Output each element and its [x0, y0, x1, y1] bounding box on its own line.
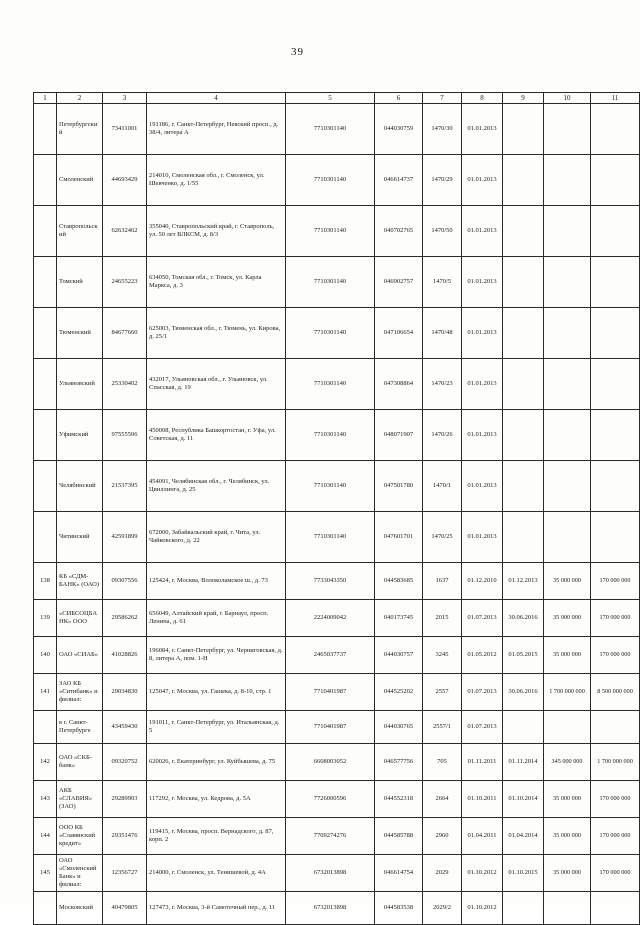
cell-date2: [503, 461, 544, 512]
cell-inn: 6608003052: [286, 744, 375, 781]
cell-amount2: 8 500 000 000: [591, 674, 640, 711]
cell-name: ЗАО КБ «Ситибанк» и филиал:: [57, 674, 103, 711]
cell-bik: 040702765: [375, 206, 423, 257]
cell-date1: 01.07.2013: [462, 600, 503, 637]
cell-bik: 044585788: [375, 818, 423, 855]
column-header: 4: [147, 93, 286, 104]
cell-name: в г. Санкт-Петербурге: [57, 711, 103, 744]
cell-date2: [503, 308, 544, 359]
cell-okpo: 29289903: [103, 781, 147, 818]
cell-num: [34, 206, 57, 257]
cell-date1: 01.10.2012: [462, 855, 503, 892]
table-row: [34, 637, 640, 674]
cell-reg: 3245: [423, 637, 462, 674]
cell-reg: 1470/1: [423, 461, 462, 512]
table-row: [34, 410, 640, 461]
cell-date2: [503, 359, 544, 410]
cell-name: ООО КБ «Славянский кредит»: [57, 818, 103, 855]
cell-bik: 040173745: [375, 600, 423, 637]
cell-num: 140: [34, 637, 57, 674]
cell-date2: [503, 410, 544, 461]
cell-date1: 01.04.2011: [462, 818, 503, 855]
cell-amount2: [591, 206, 640, 257]
cell-name: «СИБСОЦБАНК» ООО: [57, 600, 103, 637]
cell-date2: [503, 711, 544, 744]
cell-amount1: [544, 461, 591, 512]
cell-amount2: 170 000 000: [591, 781, 640, 818]
cell-num: [34, 711, 57, 744]
cell-num: 144: [34, 818, 57, 855]
table-row: [34, 104, 640, 155]
cell-name: ОАО «СИАБ»: [57, 637, 103, 674]
cell-okpo: 29351476: [103, 818, 147, 855]
cell-date2: 01.12.2013: [503, 563, 544, 600]
table-row: [34, 744, 640, 781]
column-header: 1: [34, 93, 57, 104]
cell-reg: 1470/29: [423, 155, 462, 206]
cell-amount1: [544, 104, 591, 155]
cell-amount2: 170 000 000: [591, 563, 640, 600]
cell-inn: 7710301140: [286, 461, 375, 512]
cell-date1: 01.01.2013: [462, 461, 503, 512]
table-row: [34, 674, 640, 711]
cell-reg: 1470/23: [423, 359, 462, 410]
branch-sub-row: [34, 892, 640, 925]
column-header: 3: [103, 93, 147, 104]
cell-address: 656049, Алтайский край, г. Барнаул, просп. Ленина, д. 61: [147, 600, 286, 637]
cell-num: 138: [34, 563, 57, 600]
cell-okpo: 21537395: [103, 461, 147, 512]
table-row: [34, 563, 640, 600]
cell-inn: 6732013898: [286, 855, 375, 892]
cell-inn: 7710301140: [286, 104, 375, 155]
credit-organizations-table: [33, 92, 640, 925]
cell-amount1: 35 000 000: [544, 855, 591, 892]
table-row: [34, 155, 640, 206]
cell-date1: 01.01.2013: [462, 410, 503, 461]
cell-okpo: 09320752: [103, 744, 147, 781]
cell-address: 214000, г. Смоленск, ул. Тенишевой, д. 4А: [147, 855, 286, 892]
cell-amount2: [591, 104, 640, 155]
cell-date2: 01.04.2014: [503, 818, 544, 855]
cell-date2: 01.11.2014: [503, 744, 544, 781]
cell-amount2: [591, 711, 640, 744]
branch-sub-row: [34, 711, 640, 744]
table-row: [34, 359, 640, 410]
cell-address: 625003, Тюменская обл., г. Тюмень, ул. Кирова, д. 25/1: [147, 308, 286, 359]
table-row: [34, 512, 640, 563]
cell-amount1: 35 000 000: [544, 818, 591, 855]
table-row: [34, 257, 640, 308]
cell-name: Ставропольский: [57, 206, 103, 257]
cell-amount2: 170 000 000: [591, 855, 640, 892]
cell-address: 214010, Смоленская обл., г. Смоленск, ул. Шевченко, д. 1/55: [147, 155, 286, 206]
table-body: [34, 104, 640, 925]
cell-amount2: [591, 308, 640, 359]
table-row: [34, 818, 640, 855]
page-number: 39: [291, 46, 304, 58]
cell-inn: 2224009042: [286, 600, 375, 637]
cell-amount1: [544, 711, 591, 744]
table-row: [34, 308, 640, 359]
cell-reg: 1470/50: [423, 206, 462, 257]
cell-date2: [503, 892, 544, 925]
cell-address: 672000, Забайкальский край, г. Чита, ул. Чайковского, д. 22: [147, 512, 286, 563]
cell-bik: 047308864: [375, 359, 423, 410]
cell-date1: 01.11.2011: [462, 744, 503, 781]
cell-num: [34, 892, 57, 925]
cell-reg: 1470/5: [423, 257, 462, 308]
cell-bik: 044030759: [375, 104, 423, 155]
cell-amount2: [591, 461, 640, 512]
cell-reg: 1637: [423, 563, 462, 600]
cell-num: [34, 308, 57, 359]
cell-date2: 01.10.2015: [503, 855, 544, 892]
column-header: 5: [286, 93, 375, 104]
table-row: [34, 781, 640, 818]
cell-reg: 2960: [423, 818, 462, 855]
cell-okpo: 41028826: [103, 637, 147, 674]
cell-date1: 01.01.2013: [462, 104, 503, 155]
cell-amount1: [544, 892, 591, 925]
cell-address: 620026, г. Екатеринбург, ул. Куйбышева, д. 75: [147, 744, 286, 781]
cell-okpo: 97555506: [103, 410, 147, 461]
cell-date2: [503, 155, 544, 206]
cell-address: 432017, Ульяновская обл., г. Ульяновск, ул. Спасская, д. 19: [147, 359, 286, 410]
cell-reg: 1470/48: [423, 308, 462, 359]
cell-num: [34, 155, 57, 206]
cell-name: Ульяновский: [57, 359, 103, 410]
cell-inn: 7710301140: [286, 359, 375, 410]
cell-okpo: 73411001: [103, 104, 147, 155]
cell-date1: 01.01.2013: [462, 308, 503, 359]
cell-amount1: [544, 359, 591, 410]
cell-name: ОАО «Смоленский Банк» и филиал:: [57, 855, 103, 892]
cell-amount1: 345 000 000: [544, 744, 591, 781]
cell-date1: 01.05.2012: [462, 637, 503, 674]
cell-address: 127473, г. Москва, 3-й Самотечный пер., д. 11: [147, 892, 286, 925]
cell-date2: 30.06.2016: [503, 600, 544, 637]
table-header: [34, 93, 640, 104]
cell-bik: 047501780: [375, 461, 423, 512]
cell-address: 450008, Республика Башкортостан, г. Уфа, ул. Советская, д. 11: [147, 410, 286, 461]
cell-num: [34, 410, 57, 461]
cell-amount1: 1 700 000 000: [544, 674, 591, 711]
column-header: 8: [462, 93, 503, 104]
cell-amount1: 35 000 000: [544, 563, 591, 600]
cell-bik: 044525202: [375, 674, 423, 711]
cell-name: Челябинский: [57, 461, 103, 512]
cell-date1: 01.01.2013: [462, 206, 503, 257]
cell-okpo: 44693429: [103, 155, 147, 206]
cell-inn: 7710401987: [286, 674, 375, 711]
cell-bik: 044030757: [375, 637, 423, 674]
cell-date2: 01.05.2015: [503, 637, 544, 674]
cell-okpo: 43459430: [103, 711, 147, 744]
cell-address: 454091, Челябинская обл., г. Челябинск, ул. Цвиллинга, д. 25: [147, 461, 286, 512]
cell-num: [34, 257, 57, 308]
cell-amount1: [544, 410, 591, 461]
cell-okpo: 29586262: [103, 600, 147, 637]
column-header: 6: [375, 93, 423, 104]
cell-reg: 2029: [423, 855, 462, 892]
cell-num: [34, 512, 57, 563]
cell-reg: 1470/26: [423, 410, 462, 461]
cell-amount1: 35 000 000: [544, 781, 591, 818]
cell-amount2: [591, 410, 640, 461]
cell-amount1: 35 000 000: [544, 637, 591, 674]
cell-date1: 01.10.2011: [462, 781, 503, 818]
cell-bik: 047106654: [375, 308, 423, 359]
cell-date2: [503, 257, 544, 308]
cell-bik: 046614737: [375, 155, 423, 206]
cell-name: ОАО «СКБ-банк»: [57, 744, 103, 781]
cell-reg: 1470/30: [423, 104, 462, 155]
cell-reg: 2557: [423, 674, 462, 711]
cell-num: 141: [34, 674, 57, 711]
cell-bik: 046614754: [375, 855, 423, 892]
cell-okpo: 24655223: [103, 257, 147, 308]
cell-name: АКБ «СЛАВИЯ» (ЗАО): [57, 781, 103, 818]
cell-reg: 2029/2: [423, 892, 462, 925]
cell-bik: 046577756: [375, 744, 423, 781]
cell-amount2: [591, 359, 640, 410]
cell-amount1: [544, 206, 591, 257]
cell-address: 125424, г. Москва, Волоколамское ш., д. 73: [147, 563, 286, 600]
cell-inn: 7710301140: [286, 257, 375, 308]
cell-address: 196084, г. Санкт-Петербург, ул. Черниговская, д. 8, литера А, пом. 1-Н: [147, 637, 286, 674]
cell-name: КБ «СДМ-БАНК» (ОАО): [57, 563, 103, 600]
table-row: [34, 206, 640, 257]
cell-amount2: [591, 512, 640, 563]
cell-date1: 01.07.2013: [462, 711, 503, 744]
cell-amount2: 170 000 000: [591, 600, 640, 637]
cell-bik: 046902757: [375, 257, 423, 308]
cell-okpo: 42591899: [103, 512, 147, 563]
cell-num: [34, 461, 57, 512]
cell-num: 142: [34, 744, 57, 781]
cell-name: Петербургский: [57, 104, 103, 155]
cell-date2: [503, 104, 544, 155]
cell-bik: 044583685: [375, 563, 423, 600]
cell-inn: 7726000596: [286, 781, 375, 818]
cell-inn: 7709274276: [286, 818, 375, 855]
cell-okpo: 25330402: [103, 359, 147, 410]
cell-inn: 2465037737: [286, 637, 375, 674]
cell-date1: 01.01.2013: [462, 359, 503, 410]
column-header: 11: [591, 93, 640, 104]
cell-num: [34, 104, 57, 155]
cell-reg: 2664: [423, 781, 462, 818]
cell-inn: 6732013898: [286, 892, 375, 925]
cell-inn: 7733043350: [286, 563, 375, 600]
cell-name: Тюменский: [57, 308, 103, 359]
table-row: [34, 855, 640, 892]
cell-okpo: 12356727: [103, 855, 147, 892]
cell-inn: 7710301140: [286, 155, 375, 206]
cell-name: Смоленский: [57, 155, 103, 206]
cell-inn: 7710301140: [286, 410, 375, 461]
cell-name: Читинский: [57, 512, 103, 563]
cell-amount2: 1 700 000 000: [591, 744, 640, 781]
cell-okpo: 84677660: [103, 308, 147, 359]
cell-address: 117292, г. Москва, ул. Кедрова, д. 5А: [147, 781, 286, 818]
cell-amount2: 170 000 000: [591, 818, 640, 855]
column-header: 9: [503, 93, 544, 104]
cell-amount1: [544, 155, 591, 206]
cell-inn: 7710301140: [286, 512, 375, 563]
cell-reg: 705: [423, 744, 462, 781]
cell-inn: 7710301140: [286, 308, 375, 359]
cell-name: Московский: [57, 892, 103, 925]
cell-date2: 01.10.2014: [503, 781, 544, 818]
table-row: [34, 461, 640, 512]
cell-amount1: [544, 308, 591, 359]
cell-address: 119415, г. Москва, просп. Вернадского, д. 87, корп. 2: [147, 818, 286, 855]
cell-address: 191011, г. Санкт-Петербург, ул. Итальянская, д. 5: [147, 711, 286, 744]
cell-num: 143: [34, 781, 57, 818]
cell-num: 145: [34, 855, 57, 892]
cell-name: Уфимский: [57, 410, 103, 461]
cell-num: [34, 359, 57, 410]
cell-date1: 01.01.2013: [462, 257, 503, 308]
cell-okpo: 40479805: [103, 892, 147, 925]
cell-reg: 1470/25: [423, 512, 462, 563]
cell-okpo: 09307556: [103, 563, 147, 600]
cell-bik: 044552318: [375, 781, 423, 818]
column-header: 2: [57, 93, 103, 104]
cell-amount2: [591, 155, 640, 206]
cell-address: 355040, Ставропольский край, г. Ставрополь, ул. 50 лет ВЛКСМ, д. 8/3: [147, 206, 286, 257]
cell-date1: 01.01.2013: [462, 155, 503, 206]
cell-amount1: [544, 512, 591, 563]
cell-address: 634050, Томская обл., г. Томск, ул. Карла Маркса, д. 3: [147, 257, 286, 308]
cell-name: Томский: [57, 257, 103, 308]
cell-bik: 044583538: [375, 892, 423, 925]
cell-address: 125047, г. Москва, ул. Гашека, д. 8-10, стр. 1: [147, 674, 286, 711]
table-row: [34, 600, 640, 637]
cell-date2: 30.06.2016: [503, 674, 544, 711]
cell-date2: [503, 512, 544, 563]
cell-okpo: 29034830: [103, 674, 147, 711]
cell-reg: 2557/1: [423, 711, 462, 744]
column-numbers-row: [34, 93, 640, 104]
cell-amount2: [591, 892, 640, 925]
cell-date1: 01.10.2012: [462, 892, 503, 925]
cell-date1: 01.12.2010: [462, 563, 503, 600]
cell-date2: [503, 206, 544, 257]
cell-inn: 7710301140: [286, 206, 375, 257]
cell-amount2: [591, 257, 640, 308]
cell-amount1: 35 000 000: [544, 600, 591, 637]
cell-address: 191186, г. Санкт-Петербург, Невский просп., д. 38/4, литера А: [147, 104, 286, 155]
cell-amount2: 170 000 000: [591, 637, 640, 674]
cell-reg: 2015: [423, 600, 462, 637]
cell-inn: 7710401987: [286, 711, 375, 744]
cell-num: 139: [34, 600, 57, 637]
column-header: 7: [423, 93, 462, 104]
cell-date1: 01.01.2013: [462, 512, 503, 563]
cell-date1: 01.07.2013: [462, 674, 503, 711]
column-header: 10: [544, 93, 591, 104]
cell-bik: 048071907: [375, 410, 423, 461]
cell-amount1: [544, 257, 591, 308]
cell-bik: 044030765: [375, 711, 423, 744]
cell-okpo: 62632462: [103, 206, 147, 257]
cell-bik: 047601701: [375, 512, 423, 563]
